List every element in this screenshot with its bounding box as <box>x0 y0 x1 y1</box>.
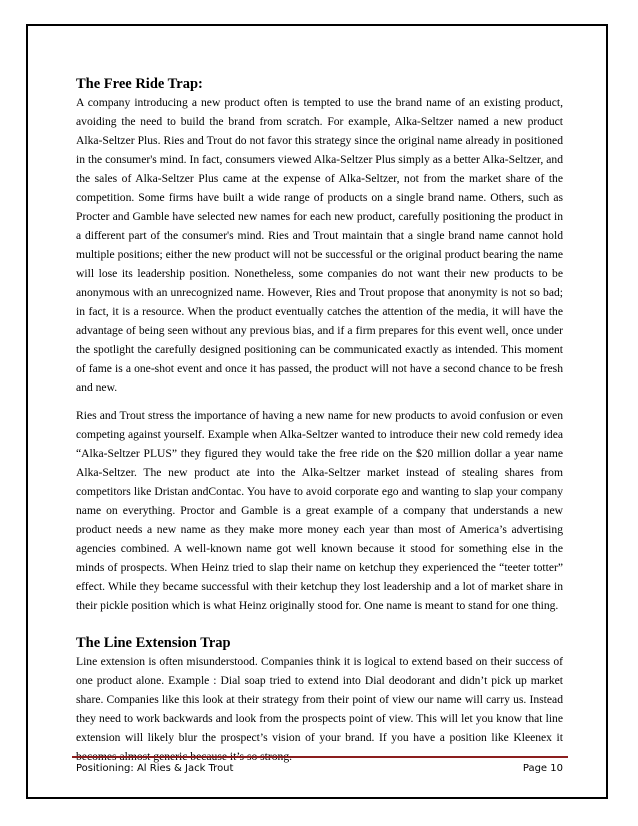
section-heading-free-ride-trap: The Free Ride Trap: <box>76 76 203 92</box>
page-number: Page 10 <box>522 763 563 774</box>
footer-rule <box>72 756 568 758</box>
document-body <box>76 76 563 766</box>
page-footer <box>76 762 563 776</box>
section-heading-line-extension-trap: The Line Extension Trap <box>76 635 231 651</box>
footer-title: Positioning: Al Ries & Jack Trout <box>76 763 234 774</box>
paragraph-free-ride-1: A company introducing a new product often is tempted to use the brand name of an existing product, avoiding the need to build the brand from scratch. For example, Alka-Seltzer named a new product Alka-Seltzer Plus. Ries and Trout do not favor this strategy since the original name already in positioned in the consumer's mind. In fact, consumers viewed Alka-Seltzer Plus simply as a better Alka-Seltzer, and the sales of Alka-Seltzer Plus came at the expense of Alka-Seltzer, not from the market share of the competition. Some firms have built a wide range of products on a single brand name. Others, such as Procter and Gamble have selected new names for each new product, carefully positioning the product in a different part of the consumer's mind. Ries and Trout maintain that a single brand name cannot hold multiple positions; either the new product will not be successful or the original product bearing the name will lose its leadership position. Nonetheless, some companies do not want their new products to be anonymous with an unrecognized name. However, Ries and Trout propose that anonymity is not so bad; in fact, it is a resource. When the product eventually catches the attention of the media, it will have the advantage of being seen without any previous bias, and if a firm prepares for this event well, once under the spotlight the carefully designed positioning can be communicated exactly as intended. This moment of fame is a one-shot event and once it has passed, the product will not have a second chance to be fresh and new. <box>76 96 563 394</box>
paragraph-line-extension-1: Line extension is often misunderstood. Companies think it is logical to extend based on their success of one product alone. Example : Dial soap tried to extend into Dial deodorant and didn’t pick up market share. Companies like this look at their strategy from their point of view our name will carry us. Instead they need to work backwards and look from the prospects point of view. This will let you know that line extension will likely blur the prospect’s vision of your brand. If you have a position like Kleenex it becomes almost generic because it’s so strong. <box>76 655 563 763</box>
paragraph-free-ride-2: Ries and Trout stress the importance of having a new name for new products to avoid confusion or even competing against yourself. Example when Alka-Seltzer wanted to introduce their new cold remedy idea “Alka-Seltzer PLUS” they figured they would take the free ride on the $20 million dollar a year name Alka-Seltzer. The new product ate into the Alka-Seltzer market instead of stealing shares from competitors like Dristan andContac. You have to avoid corporate ego and wanting to slap your company name on everything. Proctor and Gamble is a great example of a company that understands a new product needs a new name as they make more money each year than most of America’s advertising agencies combined. A well-known name got well known because it stood for something else in the minds of prospects. When Heinz tried to slap their name on ketchup they experienced the “teeter totter” effect. While they became successful with their ketchup they lost leadership and a lot of market share in their pickle position which is what Heinz originally stood for. One name is meant to stand for one thing. <box>76 409 563 612</box>
